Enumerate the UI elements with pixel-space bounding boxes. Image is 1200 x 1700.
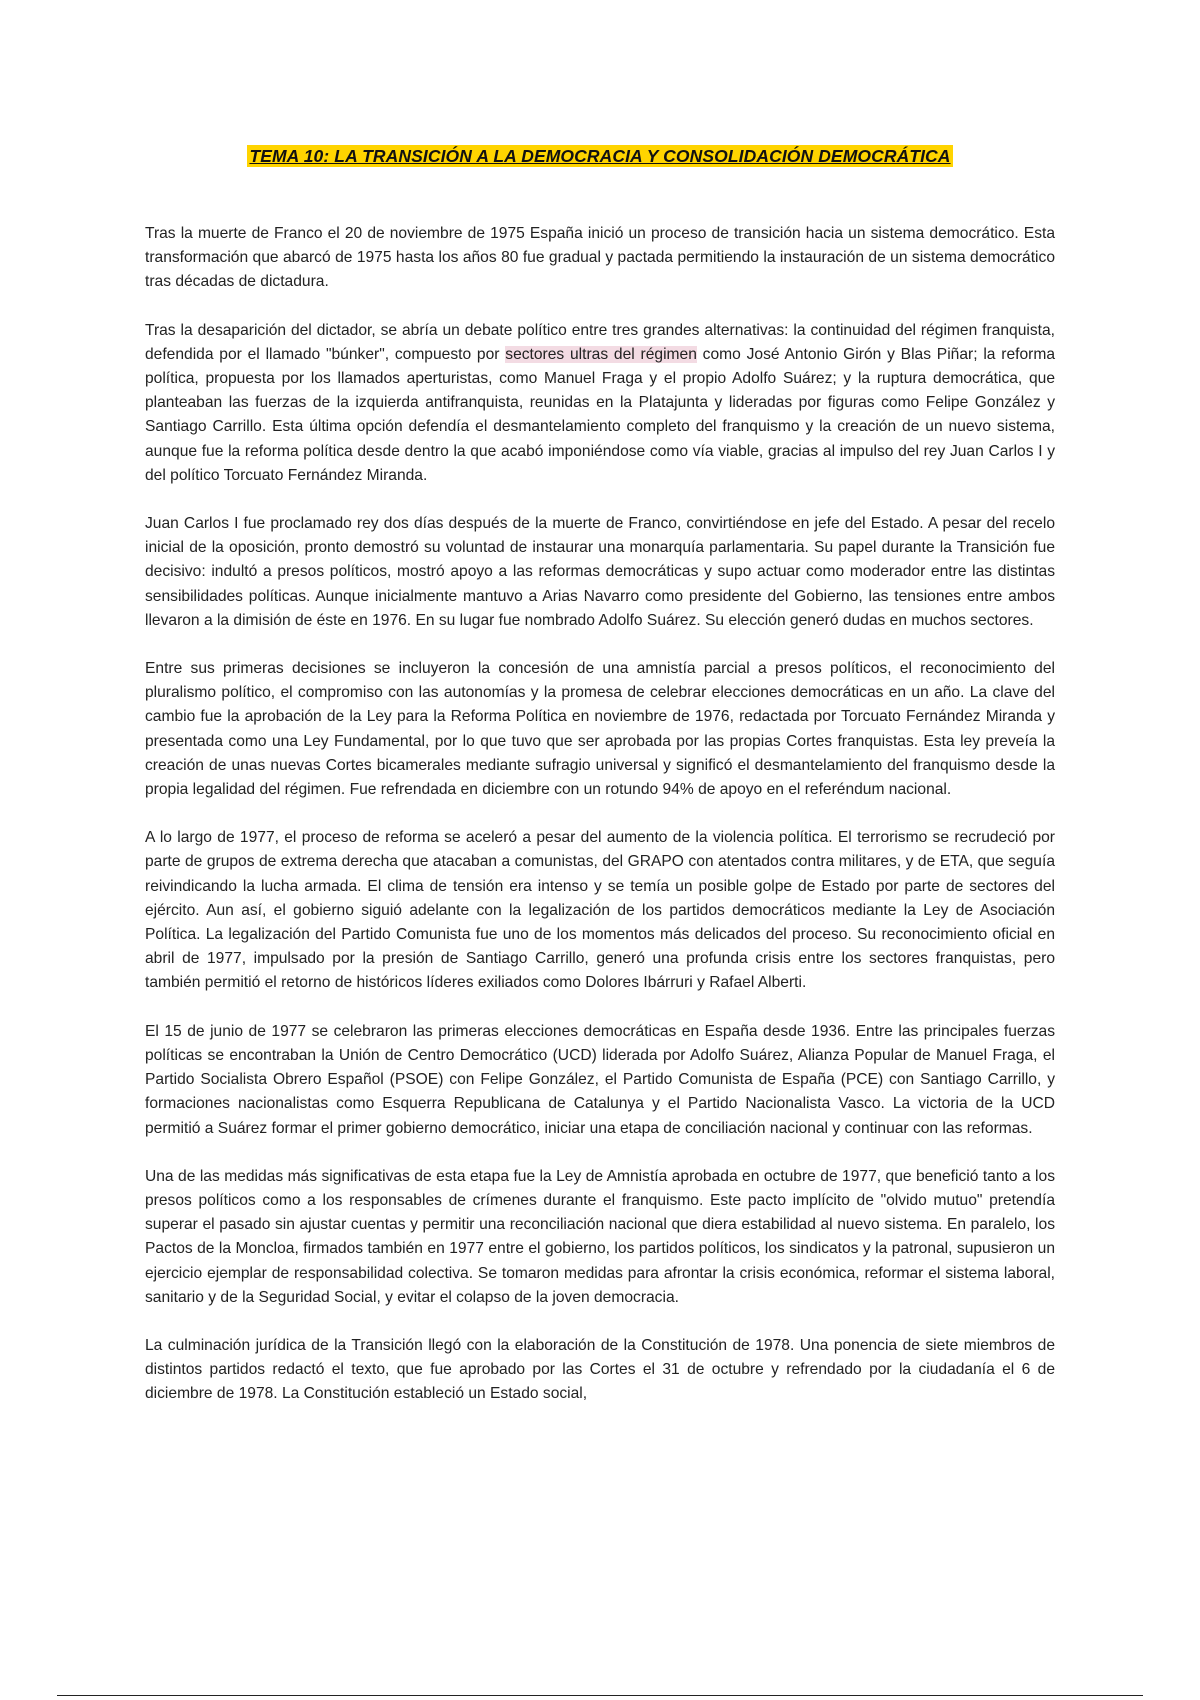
paragraph-2-end: como José Antonio Girón y Blas Piñar; la reforma política, propuesta por los llamados aperturistas, como Manuel Fraga y el propio Adolfo Suárez; y la ruptura democrática, que planteaban las fuerzas de la izquierda antifranquista, reunidas en la Platajunta y lideradas por figuras como Felipe González y Santiago Carrillo. Esta última opción defendía el desmantelamiento completo del franquismo y la creación de un nuevo sistema, aunque fue la reforma política desde dentro la que acabó imponiéndose como vía viable, gracias al impulso del rey Juan Carlos I y del político Torcuato Fernández Miranda. (145, 345, 1055, 484)
paragraph-6: El 15 de junio de 1977 se celebraron las primeras elecciones democráticas en España desde 1936. Entre las principales fuerzas políticas se encontraban la Unión de Centro Democrático (UCD) liderada por Adolfo Suárez, Alianza Popular de Manuel Fraga, el Partido Socialista Obrero Español (PSOE) con Felipe González, el Partido Comunista de España (PCE) con Santiago Carrillo, y formaciones nacionalistas como Esquerra Republicana de Catalunya y el Partido Nacionalista Vasco. La victoria de la UCD permitió a Suárez formar el primer gobierno democrático, iniciar una etapa de conciliación nacional y continuar con las reformas. (145, 1022, 1055, 1137)
title-container (0, 145, 1200, 167)
footer-divider (57, 1695, 1143, 1696)
document-body (145, 222, 1055, 1431)
paragraph-2 (145, 319, 1055, 488)
paragraph-7: Una de las medidas más significativas de esta etapa fue la Ley de Amnistía aprobada en octubre de 1977, que benefició tanto a los presos políticos como a los responsables de crímenes durante el franquismo. Este pacto implícito de "olvido mutuo" pretendía superar el pasado sin ajustar cuentas y permitir una reconciliación nacional que diera estabilidad al nuevo sistema. En paralelo, los Pactos de la Moncloa, firmados también en 1977 entre el gobierno, los partidos políticos, los sindicatos y la patronal, supusieron un ejercicio ejemplar de responsabilidad colectiva. Se tomaron medidas para afrontar la crisis económica, reformar el sistema laboral, sanitario y de la Seguridad Social, y evitar el colapso de la joven democracia. (145, 1167, 1055, 1306)
paragraph-8: La culminación jurídica de la Transición llegó con la elaboración de la Constitución de 1978. Una ponencia de siete miembros de distintos partidos redactó el texto, que fue aprobado por las Cortes el 31 de octubre y refrendado por la ciudadanía el 6 de diciembre de 1978. La Constitución estableció un Estado social, (145, 1336, 1055, 1403)
paragraph-3: Juan Carlos I fue proclamado rey dos días después de la muerte de Franco, convirtiéndose en jefe del Estado. A pesar del recelo inicial de la oposición, pronto demostró su voluntad de instaurar una monarquía parlamentaria. Su papel durante la Transición fue decisivo: indultó a presos políticos, mostró apoyo a las reformas democráticas y supo actuar como moderador entre las distintas sensibilidades políticas. Aunque inicialmente mantuvo a Arias Navarro como presidente del Gobierno, las tensiones entre ambos llevaron a la dimisión de éste en 1976. En su lugar fue nombrado Adolfo Suárez. Su elección generó dudas en muchos sectores. (145, 515, 1055, 629)
paragraph-2-start: Tras la desaparición del dictador, se abría un debate político entre tres grandes alternativas: la continuidad del régimen franquista, defendida por el llamado "búnker", compuesto por (145, 321, 1055, 363)
paragraph-4: Entre sus primeras decisiones se incluyeron la concesión de una amnistía parcial a presos políticos, el reconocimiento del pluralismo político, el compromiso con las autonomías y la promesa de celebrar elecciones democráticas en un año. La clave del cambio fue la aprobación de la Ley para la Reforma Política en noviembre de 1976, redactada por Torcuato Fernández Miranda y presentada como una Ley Fundamental, por lo que tuvo que ser aprobada por las propias Cortes franquistas. Esta ley preveía la creación de unas nuevas Cortes bicamerales mediante sufragio universal y significó el desmantelamiento del franquismo desde la propia legalidad del régimen. Fue refrendada en diciembre con un rotundo 94% de apoyo en el referéndum nacional. (145, 660, 1055, 799)
highlighted-phrase: sectores ultras del régimen (505, 345, 697, 363)
page-title: TEMA 10: LA TRANSICIÓN A LA DEMOCRACIA Y CONSOLIDACIÓN DEMOCRÁTICA (249, 146, 951, 166)
paragraph-5: A lo largo de 1977, el proceso de reforma se aceleró a pesar del aumento de la violencia política. El terrorismo se recrudeció por parte de grupos de extrema derecha que atacaban a comunistas, del GRAPO con atentados contra militares, y de ETA, que seguía reivindicando la lucha armada. El clima de tensión era intenso y se temía un posible golpe de Estado por parte de sectores del ejército. Aun así, el gobierno siguió adelante con la legalización de los partidos democráticos mediante la Ley de Asociación Política. La legalización del Partido Comunista fue uno de los momentos más delicados del proceso. Su reconocimiento oficial en abril de 1977, impulsado por la presión de Santiago Carrillo, generó una profunda crisis entre los sectores franquistas, pero también permitió el retorno de históricos líderes exiliados como Dolores Ibárruri y Rafael Alberti. (145, 829, 1055, 992)
paragraph-1: Tras la muerte de Franco el 20 de noviembre de 1975 España inició un proceso de transición hacia un sistema democrático. Esta transformación que abarcó de 1975 hasta los años 80 fue gradual y pactada permitiendo la instauración de un sistema democrático tras décadas de dictadura. (145, 225, 1055, 291)
